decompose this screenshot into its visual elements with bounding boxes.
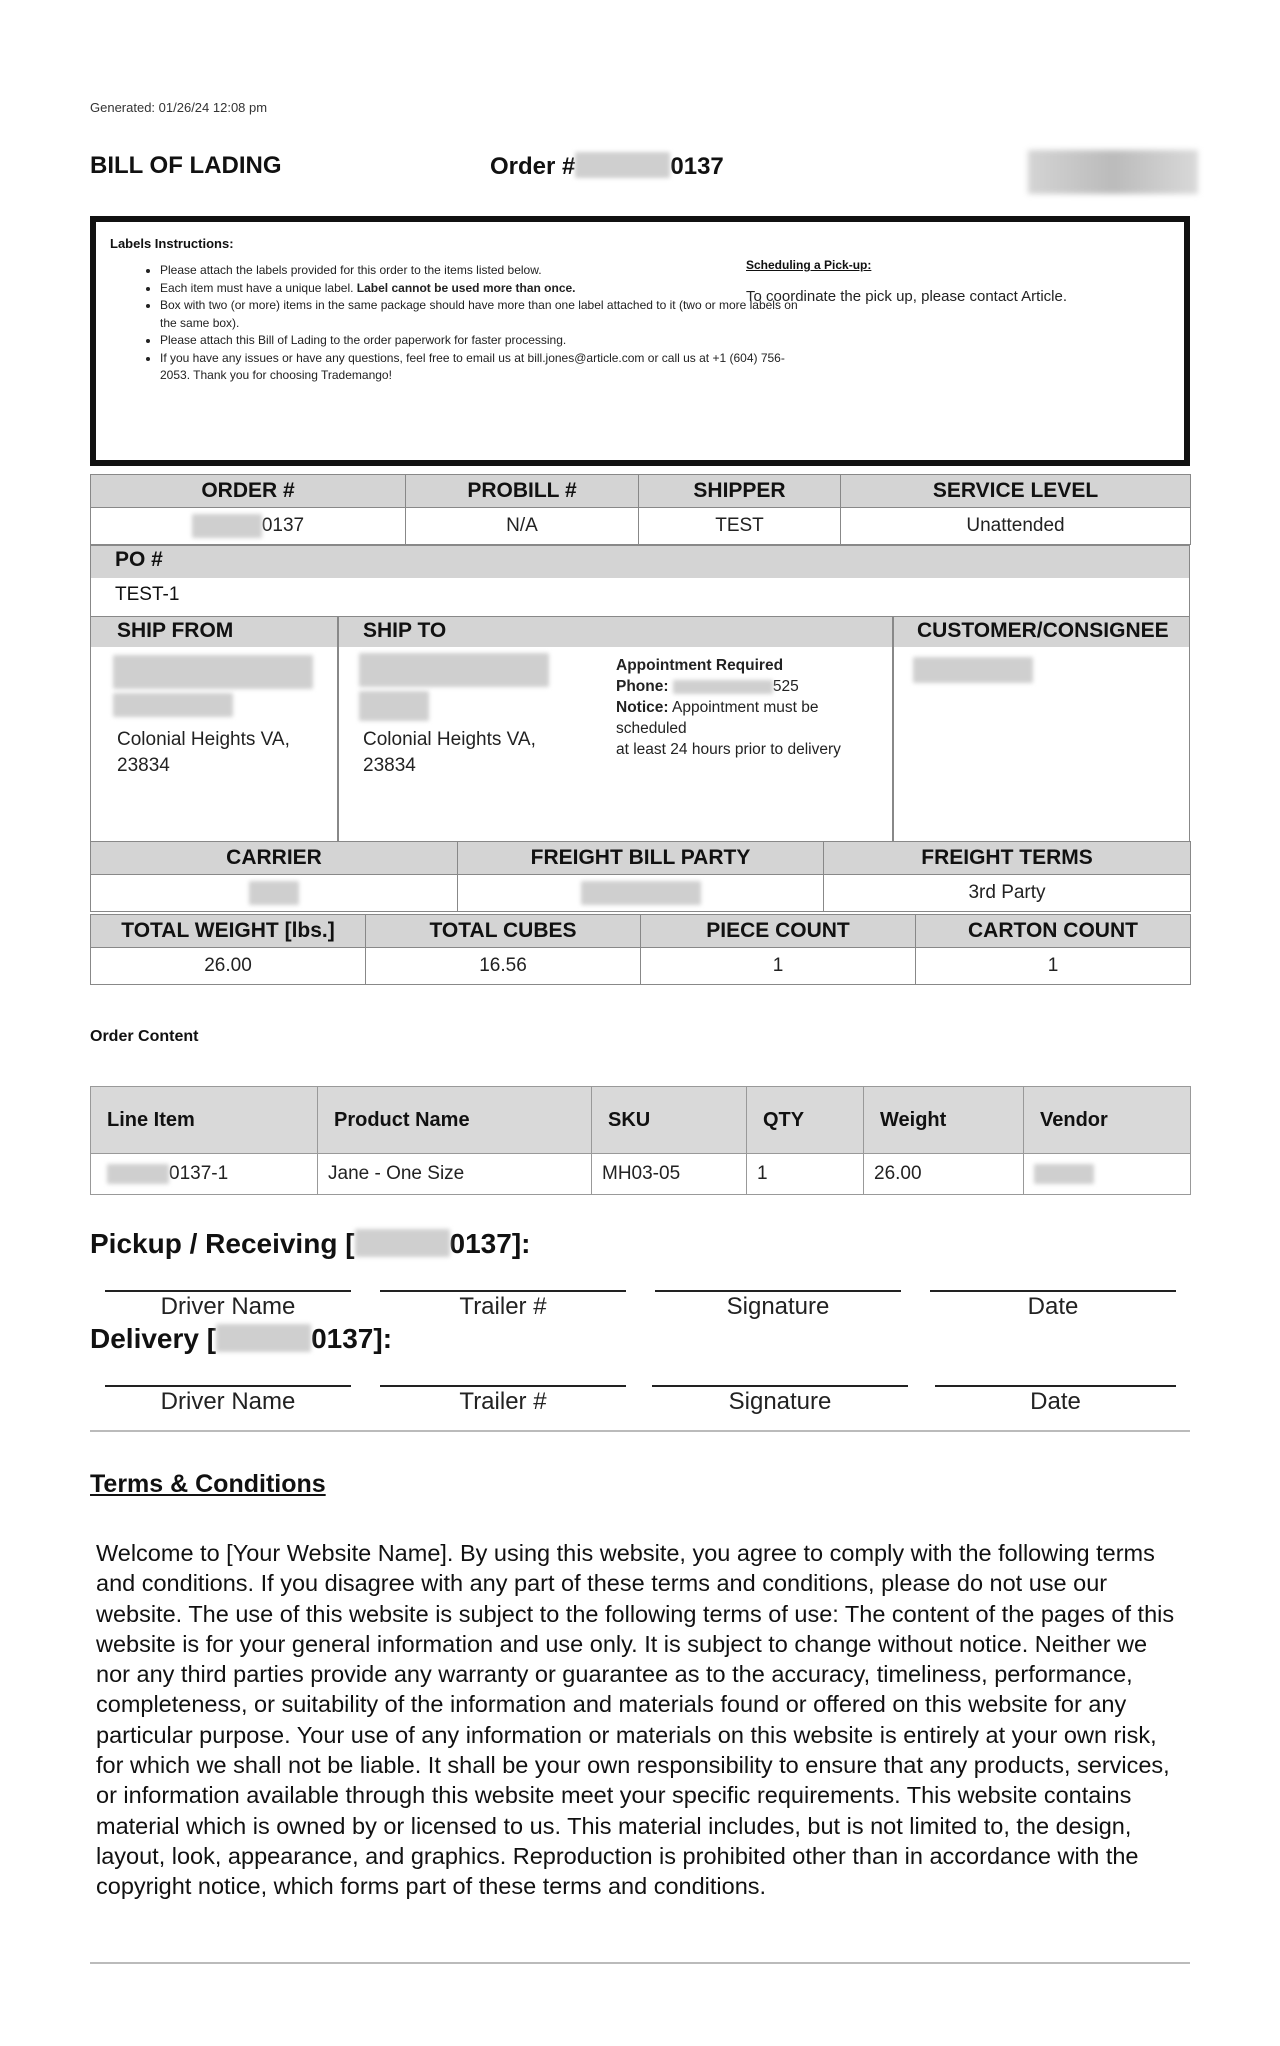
instruction-item: • Please attach the labels provided for this order to the items listed below. — [160, 262, 810, 280]
header-total-weight: TOTAL WEIGHT [lbs.] — [91, 915, 366, 948]
customer-consignee-label: CUSTOMER/CONSIGNEE — [917, 619, 1169, 642]
phone-label: Phone: — [616, 678, 669, 695]
delivery-date-line[interactable] — [935, 1385, 1176, 1387]
total-cubes-value: 16.56 — [366, 948, 641, 985]
header-total-cubes: TOTAL CUBES — [366, 915, 641, 948]
ship-to-city: Colonial Heights VA, — [363, 729, 536, 750]
line-item-cell — [91, 1154, 318, 1195]
section-divider — [90, 1430, 1190, 1432]
order-content-label: Order Content — [90, 1028, 199, 1045]
probill-value: N/A — [406, 508, 639, 545]
instruction-item: • If you have any issues or have any questions, feel free to email us at bill.jones@article.com or call us at +1 (604) 756-2053. Thank you for choosing Trademango! — [160, 350, 810, 385]
delivery-date-label: Date — [1030, 1388, 1081, 1415]
order-content-table — [90, 1086, 1191, 1195]
redacted-logo — [1028, 150, 1198, 194]
instruction-item: • Please attach this Bill of Lading to the order paperwork for faster processing. — [160, 332, 810, 350]
header-probill: PROBILL # — [406, 475, 639, 508]
pickup-heading — [90, 1228, 530, 1260]
pickup-driver-label: Driver Name — [160, 1293, 296, 1320]
header-vendor: Vendor — [1024, 1087, 1191, 1154]
ship-to-address — [363, 727, 536, 779]
scheduling-text: To coordinate the pick up, please contact Article. — [746, 288, 1068, 305]
appointment-notice-2: at least 24 hours prior to delivery — [616, 741, 841, 758]
order-suffix: 0137 — [670, 153, 724, 180]
ship-to-label: SHIP TO — [363, 619, 447, 642]
freight-bill-party-value — [458, 875, 824, 912]
footer-divider — [90, 1962, 1190, 1964]
pickup-title-prefix: Pickup / Receiving [ — [90, 1228, 355, 1259]
totals-table — [90, 914, 1191, 985]
order-number-suffix: 0137 — [261, 515, 305, 537]
appointment-phone — [616, 676, 886, 697]
delivery-driver-line[interactable] — [105, 1385, 351, 1387]
instruction-bold: Label cannot be used more than once. — [356, 280, 576, 295]
pickup-signature-label: Signature — [726, 1293, 830, 1320]
header-product-name: Product Name — [318, 1087, 592, 1154]
label-instructions-box — [90, 216, 1190, 466]
redacted-order-number — [355, 1229, 450, 1257]
column-divider — [892, 617, 894, 841]
instruction-text: Each item must have a unique label. — [160, 280, 354, 295]
order-number-heading — [490, 152, 724, 181]
redacted-order-number — [192, 514, 262, 538]
table-row — [91, 1154, 1191, 1195]
appointment-info — [616, 655, 886, 760]
notice-label: Notice: — [616, 699, 669, 716]
carrier-value — [91, 875, 458, 912]
delivery-heading — [90, 1323, 392, 1355]
shipper-value: TEST — [639, 508, 841, 545]
carrier-table — [90, 841, 1191, 912]
instruction-item: • Box with two (or more) items in the same package should have more than one label attached to it (two or more labels on the same box). — [160, 297, 810, 332]
header-service-level: SERVICE LEVEL — [841, 475, 1191, 508]
terms-title: Terms & Conditions — [90, 1470, 326, 1498]
po-label: PO # — [91, 546, 1189, 578]
header-freight-bill-party: FREIGHT BILL PARTY — [458, 842, 824, 875]
header-line-item: Line Item — [91, 1087, 318, 1154]
line-item-suffix: 0137-1 — [169, 1163, 229, 1184]
redacted-ship-from-name — [113, 655, 313, 689]
redacted-ship-to-name — [359, 653, 549, 687]
delivery-signature-label: Signature — [728, 1388, 832, 1415]
ship-from-city: Colonial Heights VA, — [117, 729, 290, 750]
delivery-trailer-line[interactable] — [380, 1385, 626, 1387]
header-qty: QTY — [747, 1087, 864, 1154]
redacted-ship-to-street — [359, 691, 429, 721]
header-weight: Weight — [864, 1087, 1024, 1154]
header-freight-terms: FREIGHT TERMS — [824, 842, 1191, 875]
redacted-vendor — [1034, 1164, 1094, 1184]
notice-text: Appointment must be scheduled — [616, 699, 819, 737]
order-prefix: Order # — [490, 153, 576, 180]
appointment-title: Appointment Required — [616, 657, 784, 674]
delivery-signature-line[interactable] — [652, 1385, 908, 1387]
shipping-addresses — [90, 616, 1190, 842]
phone-suffix: 525 — [772, 678, 799, 695]
order-summary-table — [90, 474, 1191, 545]
ship-from-label: SHIP FROM — [117, 619, 234, 642]
header-carrier: CARRIER — [91, 842, 458, 875]
carton-count-value: 1 — [916, 948, 1191, 985]
freight-terms-value: 3rd Party — [824, 875, 1191, 912]
redacted-phone — [673, 680, 773, 694]
product-name-cell: Jane - One Size — [318, 1154, 592, 1195]
header-sku: SKU — [592, 1087, 747, 1154]
redacted-freight-bill-party — [581, 881, 701, 905]
instruction-item — [160, 280, 810, 298]
weight-cell: 26.00 — [864, 1154, 1024, 1195]
delivery-trailer-label: Trailer # — [459, 1388, 547, 1415]
delivery-title-prefix: Delivery [ — [90, 1323, 217, 1354]
delivery-title-suffix: 0137]: — [311, 1323, 393, 1354]
pickup-trailer-line[interactable] — [380, 1290, 626, 1292]
pickup-driver-line[interactable] — [105, 1290, 351, 1292]
ship-from-zip: 23834 — [117, 755, 170, 776]
page-title: BILL OF LADING — [90, 152, 282, 179]
redacted-ship-from-street — [113, 693, 233, 717]
pickup-signature-line[interactable] — [655, 1290, 901, 1292]
total-weight-value: 26.00 — [91, 948, 366, 985]
po-section — [90, 545, 1190, 621]
header-carton-count: CARTON COUNT — [916, 915, 1191, 948]
qty-cell: 1 — [747, 1154, 864, 1195]
redacted-consignee — [913, 657, 1033, 683]
pickup-trailer-label: Trailer # — [459, 1293, 547, 1320]
pickup-date-label: Date — [1027, 1293, 1079, 1320]
instructions-list — [120, 262, 810, 385]
ship-from-address — [117, 727, 290, 779]
delivery-driver-label: Driver Name — [160, 1388, 296, 1415]
scheduling-title: Scheduling a Pick-up: — [746, 258, 872, 272]
vendor-cell — [1024, 1154, 1191, 1195]
redacted-line-item — [107, 1164, 169, 1184]
redacted-carrier — [249, 881, 299, 905]
pickup-title-suffix: 0137]: — [449, 1228, 531, 1259]
pickup-date-line[interactable] — [930, 1290, 1176, 1292]
order-number-cell — [91, 508, 406, 545]
header-piece-count: PIECE COUNT — [641, 915, 916, 948]
ship-to-zip: 23834 — [363, 755, 416, 776]
piece-count-value: 1 — [641, 948, 916, 985]
instructions-title: Labels Instructions: — [110, 236, 234, 251]
appointment-notice — [616, 697, 886, 739]
generated-timestamp: Generated: 01/26/24 12:08 pm — [90, 100, 268, 115]
column-divider — [337, 617, 339, 841]
header-order: ORDER # — [91, 475, 406, 508]
redacted-order-number — [216, 1324, 311, 1352]
redacted-order-number — [575, 152, 670, 178]
header-shipper: SHIPPER — [639, 475, 841, 508]
service-level-value: Unattended — [841, 508, 1191, 545]
sku-cell: MH03-05 — [592, 1154, 747, 1195]
po-value: TEST-1 — [115, 584, 180, 605]
terms-body: Welcome to [Your Website Name]. By using this website, you agree to comply with the following terms and conditions. If you disagree with any part of these terms and conditions, please do not use our website. The use of this website is subject to the following terms of use: The content of the pages of this website is for your general information and use only. It is subject to change without notice. Neither we nor any third parties provide any warranty or guarantee as to the accuracy, timeliness, performance, completeness, or suitability of the information and materials found or offered on this website for any particular purpose. Your use of any information or materials on this website is entirely at your own risk, for which we shall not be liable. It shall be your own responsibility to ensure that any products, services, or information available through this website meet your specific requirements. This website contains material which is owned by or licensed to us. This material includes, but is not limited to, the design, layout, look, appearance, and graphics. Reproduction is prohibited other than in accordance with the copyright notice, which forms part of these terms and conditions. — [96, 1540, 1175, 1900]
